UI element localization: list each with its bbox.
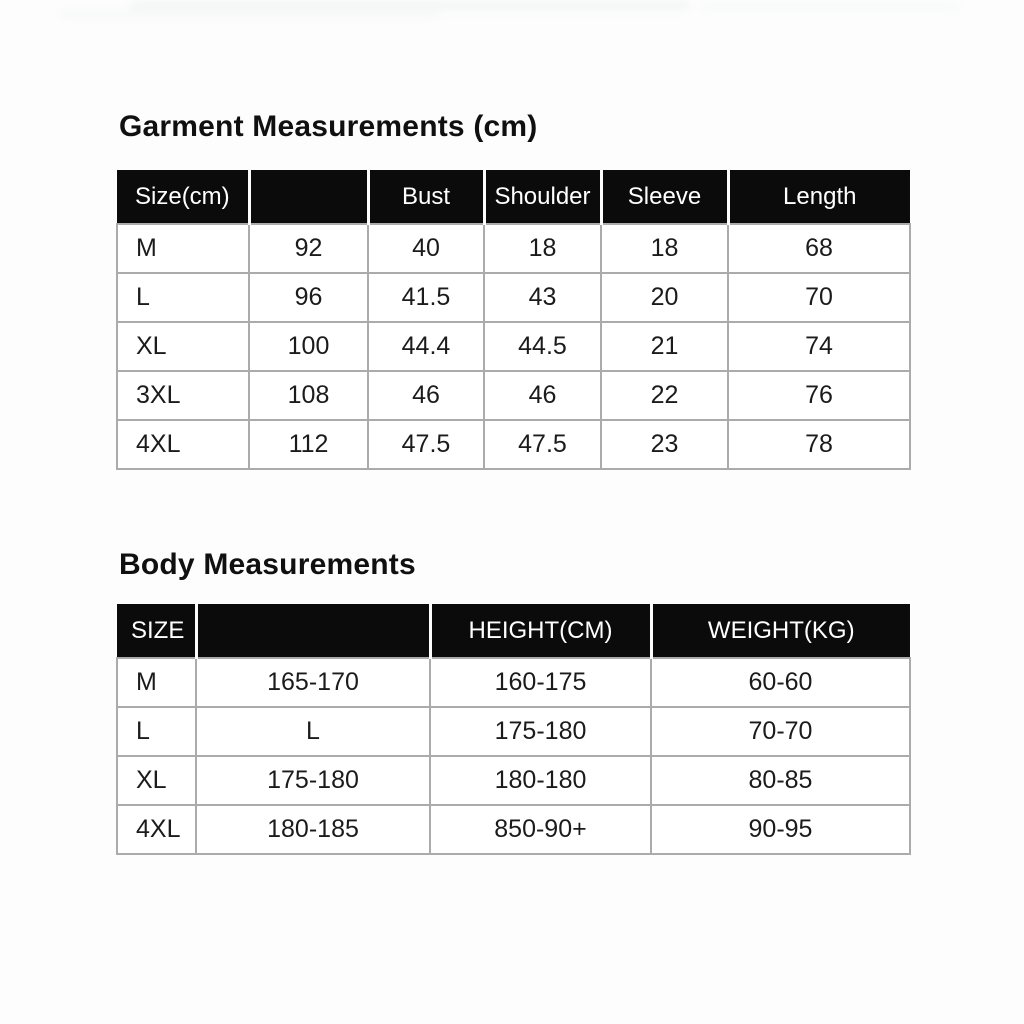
size-label-cell: 4XL: [117, 420, 249, 469]
value-cell: 112: [249, 420, 368, 469]
size-label-cell: M: [117, 224, 249, 273]
size-label-cell: L: [117, 707, 196, 756]
value-cell: 160-175: [430, 658, 651, 707]
body-header-height: HEIGHT(CM): [430, 604, 651, 658]
value-cell: 70: [728, 273, 910, 322]
value-cell: 40: [368, 224, 484, 273]
value-cell: 21: [601, 322, 728, 371]
garment-header-shoulder: Shoulder: [484, 170, 601, 224]
value-cell: 47.5: [368, 420, 484, 469]
top-smudge-artifact: [700, 3, 960, 10]
value-cell: 96: [249, 273, 368, 322]
table-row: [117, 371, 910, 420]
top-smudge-artifact: [130, 1, 690, 10]
value-cell: 165-170: [196, 658, 430, 707]
value-cell: 74: [728, 322, 910, 371]
size-label-cell: XL: [117, 756, 196, 805]
value-cell: 18: [601, 224, 728, 273]
table-row: [117, 805, 910, 854]
body-header-row: [117, 604, 910, 658]
value-cell: 43: [484, 273, 601, 322]
size-label-cell: 4XL: [117, 805, 196, 854]
value-cell: 175-180: [430, 707, 651, 756]
value-cell: 68: [728, 224, 910, 273]
table-row: [117, 224, 910, 273]
top-smudge-artifact: [60, 10, 440, 18]
table-row: [117, 420, 910, 469]
body-header-weight: WEIGHT(KG): [651, 604, 910, 658]
value-cell: 44.5: [484, 322, 601, 371]
garment-header-sleeve: Sleeve: [601, 170, 728, 224]
value-cell: 22: [601, 371, 728, 420]
value-cell: 108: [249, 371, 368, 420]
value-cell: 18: [484, 224, 601, 273]
value-cell: 76: [728, 371, 910, 420]
size-label-cell: 3XL: [117, 371, 249, 420]
value-cell: 41.5: [368, 273, 484, 322]
size-label-cell: L: [117, 273, 249, 322]
value-cell: 180-180: [430, 756, 651, 805]
value-cell: 44.4: [368, 322, 484, 371]
value-cell: 180-185: [196, 805, 430, 854]
value-cell: 46: [368, 371, 484, 420]
body-header-size: SIZE: [117, 604, 196, 658]
value-cell: 850-90+: [430, 805, 651, 854]
garment-header-bust: Bust: [368, 170, 484, 224]
value-cell: L: [196, 707, 430, 756]
table-row: [117, 322, 910, 371]
value-cell: 20: [601, 273, 728, 322]
body-table-title: Body Measurements: [119, 548, 416, 581]
value-cell: 80-85: [651, 756, 910, 805]
table-row: [117, 658, 910, 707]
table-row: [117, 273, 910, 322]
table-row: [117, 707, 910, 756]
garment-header-blank: [249, 170, 368, 224]
value-cell: 47.5: [484, 420, 601, 469]
garment-table-title: Garment Measurements (cm): [119, 110, 538, 143]
value-cell: 70-70: [651, 707, 910, 756]
value-cell: 90-95: [651, 805, 910, 854]
size-label-cell: XL: [117, 322, 249, 371]
garment-header-row: [117, 170, 910, 224]
garment-header-length: Length: [728, 170, 910, 224]
body-measurements-table: [116, 604, 911, 855]
value-cell: 23: [601, 420, 728, 469]
garment-header-size: Size(cm): [117, 170, 249, 224]
value-cell: 46: [484, 371, 601, 420]
table-row: [117, 756, 910, 805]
value-cell: 100: [249, 322, 368, 371]
value-cell: 78: [728, 420, 910, 469]
body-header-blank: [196, 604, 430, 658]
value-cell: 175-180: [196, 756, 430, 805]
garment-measurements-table: [116, 170, 911, 470]
value-cell: 92: [249, 224, 368, 273]
size-label-cell: M: [117, 658, 196, 707]
value-cell: 60-60: [651, 658, 910, 707]
